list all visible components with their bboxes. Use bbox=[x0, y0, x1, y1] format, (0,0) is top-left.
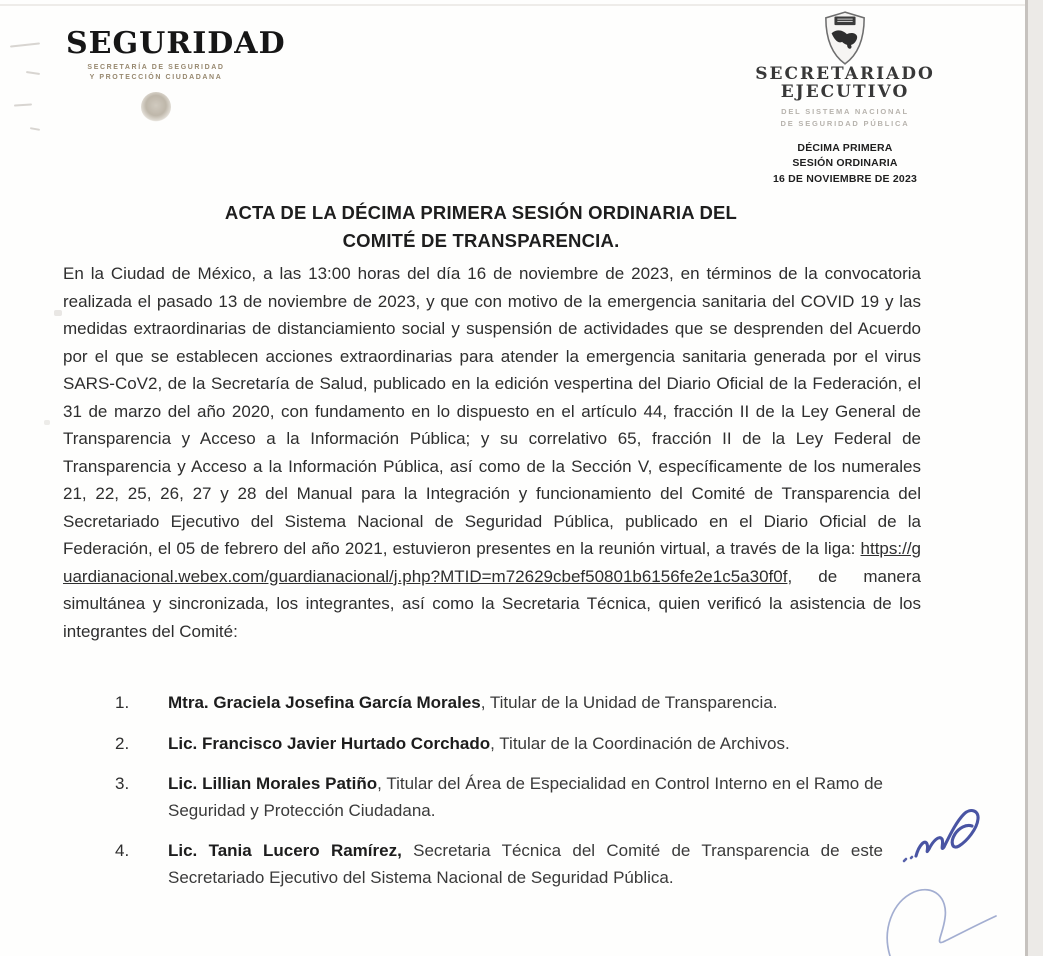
webex-meeting-link[interactable]: https://guardianacional.webex.com/guardianacional/j.php?MTID=m72629cbef50801b6156fe2e1c5a30f0f bbox=[63, 539, 921, 586]
secretariado-sub-line2: DE SEGURIDAD PÚBLICA bbox=[780, 118, 910, 128]
list-item bbox=[115, 771, 883, 824]
document-title-line1: ACTA DE LA DÉCIMA PRIMERA SESIÓN ORDINARIA DEL bbox=[224, 202, 738, 223]
handwritten-signature-marks bbox=[878, 788, 1024, 956]
session-info bbox=[735, 141, 955, 188]
attendee-name: Mtra. Graciela Josefina García Morales bbox=[168, 693, 481, 712]
scan-noise-mark bbox=[10, 42, 40, 47]
attendee-role: , Titular de la Coordinación de Archivos. bbox=[490, 733, 790, 753]
seguridad-logo bbox=[66, 26, 286, 122]
snsp-shield-icon bbox=[822, 10, 868, 66]
secretariado-ejecutivo-logo bbox=[735, 10, 955, 188]
mexican-eagle-seal-icon bbox=[141, 92, 171, 122]
scan-top-edge bbox=[0, 4, 1028, 6]
attendee-role: , Titular de la Unidad de Transparencia. bbox=[480, 693, 778, 712]
scan-noise-mark bbox=[44, 420, 50, 425]
scan-noise-mark bbox=[54, 310, 62, 316]
scan-noise-mark bbox=[14, 103, 32, 106]
attendee-name: Lic. Tania Lucero Ramírez, bbox=[168, 841, 402, 860]
seguridad-wordmark: SEGURIDAD bbox=[66, 26, 286, 61]
attendee-number: 2. bbox=[115, 733, 130, 753]
session-line3: 16 DE NOVIEMBRE DE 2023 bbox=[772, 173, 918, 186]
document-title bbox=[0, 199, 962, 255]
list-item bbox=[115, 838, 883, 891]
intro-text-before-link: En la Ciudad de México, a las 13:00 horas del día 16 de noviembre de 2023, en términos de la convocatoria realizada el pasado 13 de noviembre de 2023, y que con motivo de la emergencia sanitaria del COVID 19 y las medidas extraordinarias de distanciamiento social y suspensión de actividades que se desprenden del Acuerdo por el que se establecen acciones extraordinarias para atender la emergencia sanitaria generada por el virus SARS-CoV2, de la Secretaría de Salud, publicado en la edición vespertina del Diario Oficial de la Federación, el 31 de marzo del año 2020, con fundamento en lo dispuesto en el artículo 44, fracción II de la Ley General de Transparencia y Acceso a la Información Pública; y su correlativo 65, fracción II de la Ley Federal de Transparencia y Acceso a la Información Pública, así como de la Sección V, específicamente de los numerales 21, 22, 25, 26, 27 y 28 del Manual para la Integración y funcionamiento del Comité de Transparencia del Secretariado Ejecutivo del Sistema Nacional de Seguridad Pública, publicado en el Diario Oficial de la Federación, el 05 de febrero del año 2021, estuvieron presentes en la reunión virtual, a través de la liga: bbox=[63, 264, 921, 558]
scan-noise-mark bbox=[26, 71, 40, 75]
intro-paragraph bbox=[63, 260, 921, 645]
attendee-number: 4. bbox=[115, 841, 130, 860]
list-item bbox=[115, 690, 883, 717]
attendee-name: Lic. Francisco Javier Hurtado Corchado bbox=[168, 733, 491, 753]
attendee-name: Lic. Lillian Morales Patiño bbox=[168, 774, 378, 793]
secretariado-name-line2: EJECUTIVO bbox=[780, 81, 910, 102]
intro-text-after-link: , de manera simultánea y sincronizada, los integrantes, así como la Secretaria Técnica, quien verificó la asistencia de los integrantes del Comité: bbox=[63, 566, 921, 641]
list-item bbox=[115, 731, 883, 758]
attendee-number: 1. bbox=[115, 693, 130, 712]
scan-right-edge bbox=[1025, 0, 1043, 956]
secretariado-sub-line1: DEL SISTEMA NACIONAL bbox=[781, 106, 909, 116]
document-title-line2: COMITÉ DE TRANSPARENCIA. bbox=[342, 230, 620, 251]
attendee-role: , Titular del Área de Especialidad en Control Interno en el Ramo de Seguridad y Protección Ciudadana. bbox=[168, 774, 883, 820]
seguridad-subtitle-line2: Y PROTECCIÓN CIUDADANA bbox=[89, 74, 223, 81]
session-line1: DÉCIMA PRIMERA bbox=[797, 141, 893, 154]
attendees-list bbox=[115, 690, 883, 905]
session-line2: SESIÓN ORDINARIA bbox=[792, 157, 898, 170]
secretariado-name-line1: SECRETARIADO bbox=[755, 64, 935, 84]
seguridad-subtitle-line1: SECRETARÍA DE SEGURIDAD bbox=[87, 63, 225, 71]
attendee-number: 3. bbox=[115, 774, 130, 793]
attendee-role: Secretaria Técnica del Comité de Transparencia de este Secretariado Ejecutivo del Sistema Nacional de Seguridad Pública. bbox=[168, 841, 883, 887]
scan-noise-mark bbox=[30, 127, 40, 131]
